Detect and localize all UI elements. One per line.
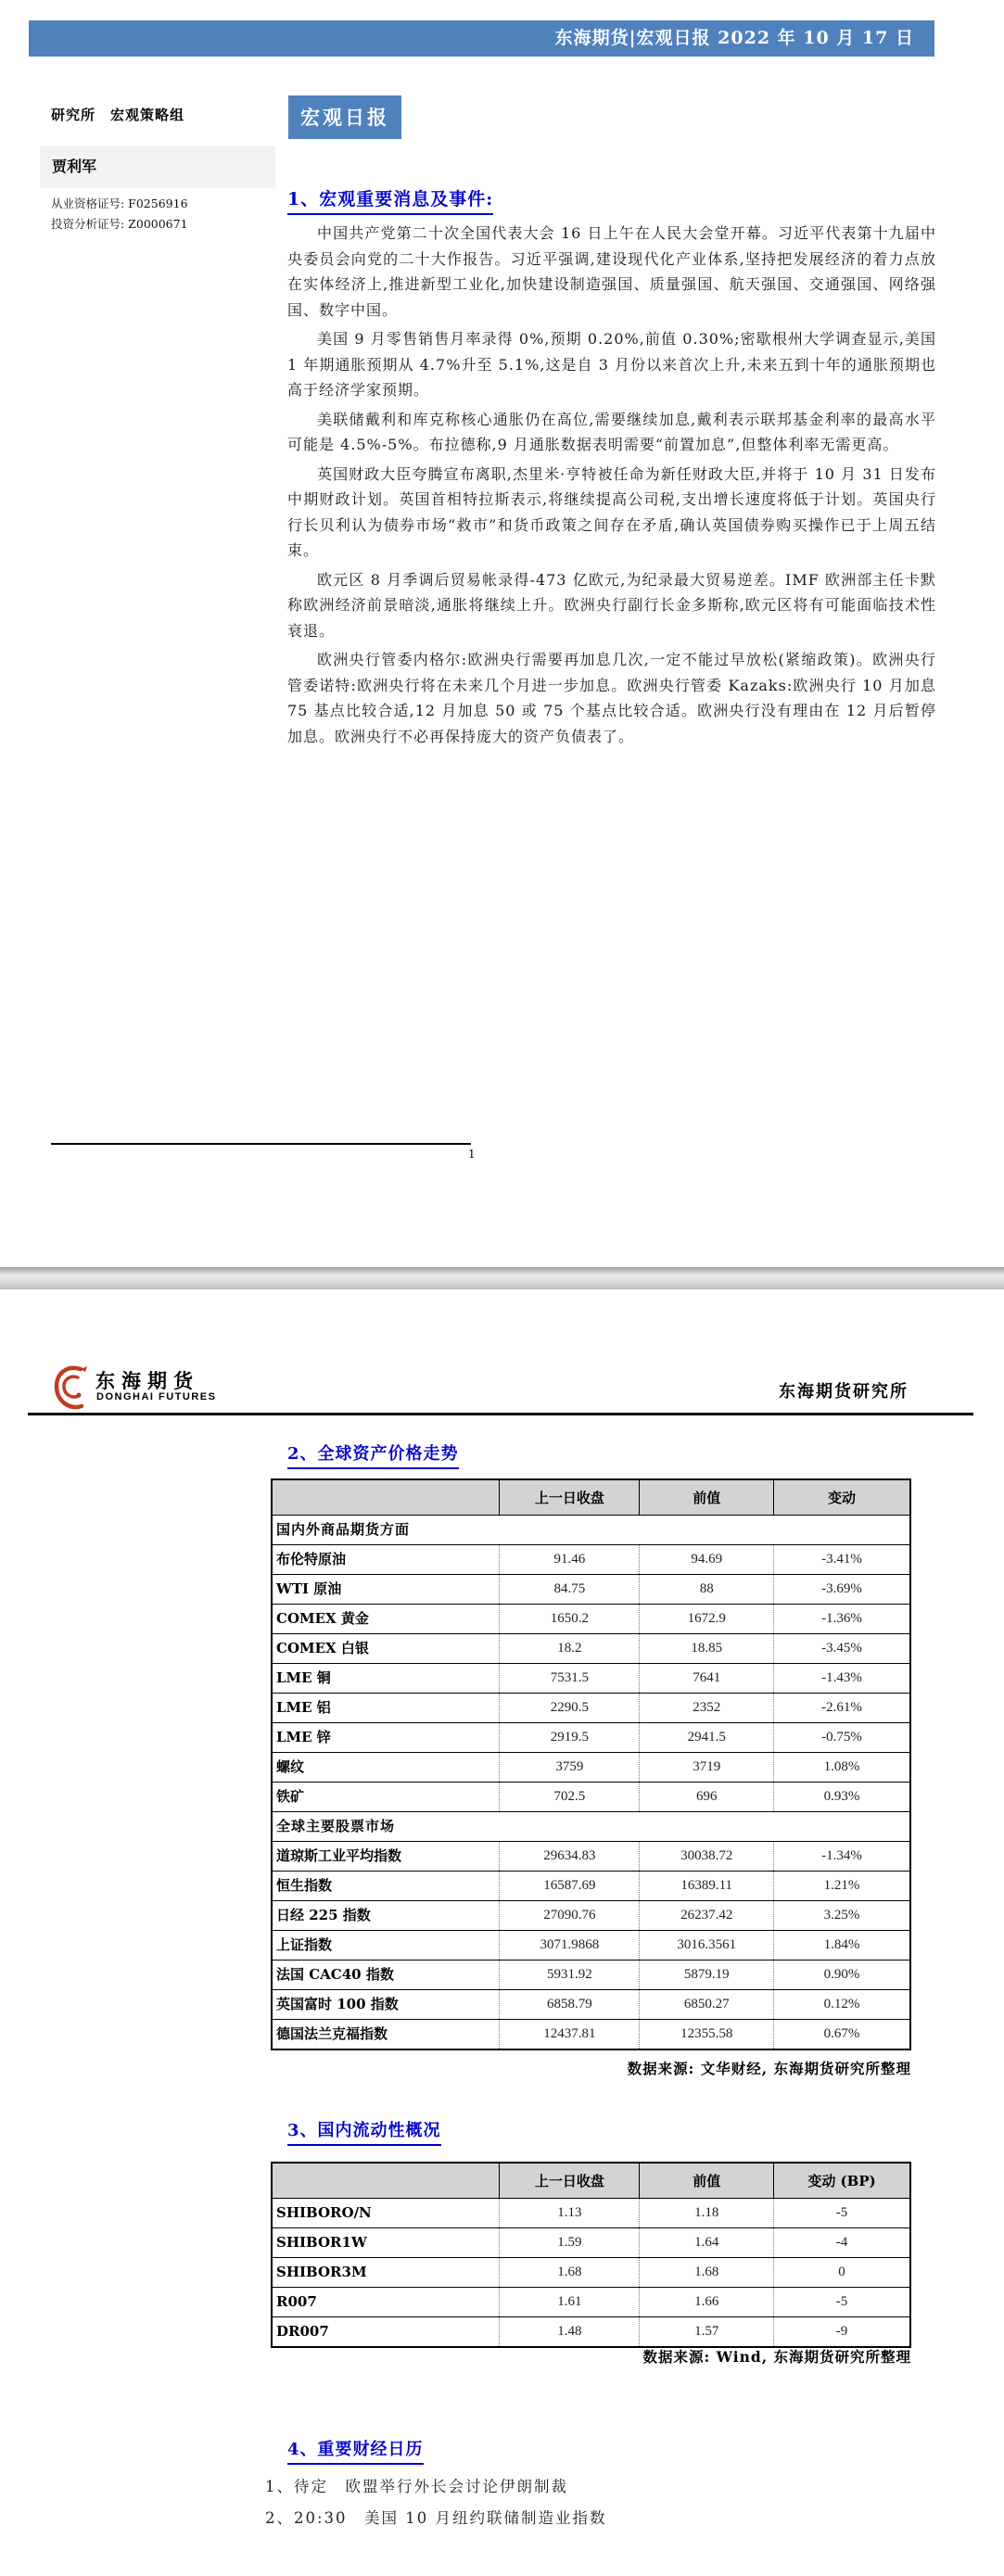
last-close-value: 1.59	[500, 2228, 640, 2258]
instrument-name: 上证指数	[276, 1936, 333, 1953]
instrument-name: 日经 225 指数	[276, 1907, 371, 1923]
instrument-name: 布伦特原油	[276, 1551, 347, 1567]
table-data-row	[272, 1931, 910, 1961]
instrument-name: 道琼斯工业平均指数	[276, 1847, 402, 1864]
instrument-name: LME 铜	[276, 1669, 331, 1686]
previous-value: 94.69	[640, 1545, 774, 1575]
instrument-name: SHIBOR1W	[276, 2234, 367, 2251]
previous-value: 88	[640, 1575, 774, 1605]
last-close-value: 1.13	[500, 2199, 640, 2228]
change-value: 0	[774, 2258, 910, 2288]
previous-value: 26237.42	[640, 1901, 774, 1931]
instrument-name: 恒生指数	[276, 1877, 333, 1894]
last-close-value: 2290.5	[500, 1694, 640, 1723]
column-header: 变动 (BP)	[774, 2163, 910, 2199]
previous-value: 1.57	[640, 2317, 774, 2348]
news-paragraph: 英国财政大臣夸腾宣布离职,杰里米·亨特被任命为新任财政大臣,并将于 10 月 31 日发布中期财政计划。英国首相特拉斯表示,将继续提高公司税,支出增长速度将低于计划。英国央行行长贝利认为债券市场“救市”和货币政策之间存在矛盾,确认英国债券购买操作已于上周五结束。	[287, 464, 936, 559]
research-institute-label: 东海期货研究所	[779, 1382, 909, 1402]
section-label: 全球主要股票市场	[276, 1818, 396, 1834]
change-value: -5	[774, 2199, 910, 2228]
last-close-value: 1.48	[500, 2317, 640, 2348]
report-header-bar: 东海期货|宏观日报 2022 年 10 月 17 日	[29, 20, 934, 57]
table-data-row	[272, 1634, 910, 1664]
table-data-row	[272, 2258, 910, 2288]
change-value: 0.12%	[774, 1990, 910, 2020]
last-close-value: 3759	[500, 1753, 640, 1783]
column-header: 变动	[774, 1479, 910, 1516]
last-close-value: 5931.92	[500, 1961, 640, 1990]
last-close-value: 91.46	[500, 1545, 640, 1575]
page-number: 1	[468, 1148, 476, 1161]
previous-value: 16389.11	[640, 1872, 774, 1901]
change-value: -4	[774, 2228, 910, 2258]
table-data-row	[272, 1783, 910, 1812]
previous-value: 1.18	[640, 2199, 774, 2228]
calendar-entry: 2、20:30 美国 10 月纽约联储制造业指数	[265, 2509, 607, 2527]
section-spacer	[500, 1516, 910, 1545]
previous-value: 696	[640, 1783, 774, 1812]
column-header: 前值	[640, 1479, 774, 1516]
domestic-liquidity-table	[271, 2162, 911, 2348]
table-section-row	[272, 1516, 910, 1545]
column-header	[272, 2163, 500, 2199]
last-close-value: 12437.81	[500, 2020, 640, 2050]
footer-divider	[51, 1143, 471, 1145]
last-close-value: 1.68	[500, 2258, 640, 2288]
change-value: -3.45%	[774, 1634, 910, 1664]
table-data-row	[272, 1872, 910, 1901]
change-value: 1.84%	[774, 1931, 910, 1961]
column-header: 上一日收盘	[500, 1479, 640, 1516]
change-value: 3.25%	[774, 1901, 910, 1931]
news-paragraph: 美联储戴利和库克称核心通胀仍在高位,需要继续加息,戴利表示联邦基金利率的最高水平可能是 4.5%-5%。布拉德称,9 月通胀数据表明需要“前置加息”,但整体利率无需更高。	[287, 410, 936, 453]
table-data-row	[272, 1575, 910, 1605]
table-header-row	[272, 1479, 910, 1516]
analyst-name: 贾利军	[40, 146, 275, 188]
instrument-name: LME 铝	[276, 1699, 331, 1716]
instrument-name: R007	[276, 2293, 317, 2310]
global-asset-price-table	[271, 1478, 911, 2050]
table-data-row	[272, 1901, 910, 1931]
header-rule	[28, 1413, 973, 1415]
logo-english-text: DONGHAI FUTURES	[96, 1391, 217, 1402]
instrument-name: 德国法兰克福指数	[276, 2025, 388, 2042]
table-data-row	[272, 2228, 910, 2258]
section-label: 国内外商品期货方面	[276, 1521, 411, 1538]
section-2-heading[interactable]: 2、全球资产价格走势	[287, 1440, 459, 1469]
table-data-row	[272, 1545, 910, 1575]
analysis-cert-number: 投资分析证号: Z0000671	[51, 217, 188, 231]
previous-value: 18.85	[640, 1634, 774, 1664]
practice-cert-number: 从业资格证号: F0256916	[51, 197, 188, 210]
table-section-row	[272, 1812, 910, 1842]
table-data-row	[272, 1753, 910, 1783]
previous-value: 1672.9	[640, 1605, 774, 1634]
change-value: 0.93%	[774, 1783, 910, 1812]
donghai-futures-logo-icon	[53, 1364, 92, 1411]
last-close-value: 27090.76	[500, 1901, 640, 1931]
change-value: -3.69%	[774, 1575, 910, 1605]
table-data-row	[272, 1842, 910, 1872]
table-data-row	[272, 2020, 910, 2050]
change-value: -1.36%	[774, 1605, 910, 1634]
instrument-name: SHIBOR3M	[276, 2264, 367, 2280]
liquidity-table-source: 数据来源: Wind, 东海期货研究所整理	[642, 2348, 911, 2366]
instrument-name: SHIBORO/N	[276, 2204, 372, 2221]
department-label: 研究所 宏观策略组	[51, 107, 185, 123]
section-spacer	[500, 1812, 910, 1842]
instrument-name: DR007	[276, 2323, 329, 2340]
previous-value: 5879.19	[640, 1961, 774, 1990]
previous-value: 30038.72	[640, 1842, 774, 1872]
last-close-value: 7531.5	[500, 1664, 640, 1694]
table-data-row	[272, 2199, 910, 2228]
table-data-row	[272, 1664, 910, 1694]
last-close-value: 6858.79	[500, 1990, 640, 2020]
asset-table-source: 数据来源: 文华财经, 东海期货研究所整理	[627, 2060, 911, 2077]
previous-value: 3016.3561	[640, 1931, 774, 1961]
instrument-name: COMEX 黄金	[276, 1610, 369, 1627]
instrument-name: COMEX 白银	[276, 1640, 369, 1656]
change-value: -3.41%	[774, 1545, 910, 1575]
news-paragraph: 中国共产党第二十次全国代表大会 16 日上午在人民大会堂开幕。习近平代表第十九届中央委员会向党的二十大作报告。习近平强调,建设现代化产业体系,坚持把发展经济的着力点放在实体经济上,推进新型工业化,加快建设制造强国、质量强国、航天强国、交通强国、网络强国、数字中国。	[287, 224, 936, 319]
page-separator	[0, 1267, 1004, 1289]
logo-chinese-text: 东海期货	[95, 1369, 199, 1392]
previous-value: 3719	[640, 1753, 774, 1783]
table-header-row	[272, 2163, 910, 2199]
previous-value: 1.68	[640, 2258, 774, 2288]
last-close-value: 16587.69	[500, 1872, 640, 1901]
previous-value: 2352	[640, 1694, 774, 1723]
previous-value: 6850.27	[640, 1990, 774, 2020]
column-header: 前值	[640, 2163, 774, 2199]
table-data-row	[272, 1961, 910, 1990]
change-value: -1.43%	[774, 1664, 910, 1694]
table-data-row	[272, 1990, 910, 2020]
column-header	[272, 1479, 500, 1516]
instrument-name: LME 锌	[276, 1729, 331, 1745]
change-value: -1.34%	[774, 1842, 910, 1872]
column-header: 上一日收盘	[500, 2163, 640, 2199]
instrument-name: 英国富时 100 指数	[276, 1996, 399, 2012]
table-data-row	[272, 1605, 910, 1634]
last-close-value: 1650.2	[500, 1605, 640, 1634]
news-paragraphs	[287, 221, 936, 753]
change-value: 0.67%	[774, 2020, 910, 2050]
table-data-row	[272, 2317, 910, 2348]
change-value: -2.61%	[774, 1694, 910, 1723]
calendar-entry: 1、待定 欧盟举行外长会讨论伊朗制裁	[265, 2478, 568, 2495]
change-value: 1.21%	[774, 1872, 910, 1901]
last-close-value: 3071.9868	[500, 1931, 640, 1961]
news-paragraph: 欧洲央行管委内格尔:欧洲央行需要再加息几次,一定不能过早放松(紧缩政策)。欧洲央行管委诺特:欧洲央行将在未来几个月进一步加息。欧洲央行管委 Kazaks:欧洲央行 10 月加息 75 基点比较合适,12 月加息 50 或 75 个基点比较合适。欧洲央行没有理由在 12 月后暂停加息。欧洲央行不必再保持庞大的资产负债表了。	[287, 651, 936, 745]
section-1-heading[interactable]: 1、宏观重要消息及事件:	[287, 185, 493, 215]
previous-value: 12355.58	[640, 2020, 774, 2050]
instrument-name: 法国 CAC40 指数	[276, 1966, 394, 1983]
last-close-value: 1.61	[500, 2288, 640, 2317]
news-paragraph: 欧元区 8 月季调后贸易帐录得-473 亿欧元,为纪录最大贸易逆差。IMF 欧洲部主任卡默称欧洲经济前景暗淡,通胀将继续上升。欧洲央行副行长金多斯称,欧元区将有可能面临技术性衰退。	[287, 570, 936, 640]
instrument-name: 铁矿	[276, 1788, 305, 1805]
table-data-row	[272, 2288, 910, 2317]
report-type-badge: 宏观日报	[288, 95, 401, 139]
previous-value: 2941.5	[640, 1723, 774, 1753]
table-data-row	[272, 1723, 910, 1753]
change-value: 1.08%	[774, 1753, 910, 1783]
previous-value: 7641	[640, 1664, 774, 1694]
news-paragraph: 美国 9 月零售销售月率录得 0%,预期 0.20%,前值 0.30%;密歇根州大学调查显示,美国 1 年期通胀预期从 4.7%升至 5.1%,这是自 3 月份以来首次上升,未来五到十年的通胀预期也高于经济学家预期。	[287, 330, 936, 399]
change-value: -9	[774, 2317, 910, 2348]
last-close-value: 84.75	[500, 1575, 640, 1605]
previous-value: 1.64	[640, 2228, 774, 2258]
change-value: -0.75%	[774, 1723, 910, 1753]
section-4-heading[interactable]: 4、重要财经日历	[287, 2436, 424, 2465]
last-close-value: 18.2	[500, 1634, 640, 1664]
last-close-value: 702.5	[500, 1783, 640, 1812]
previous-value: 1.66	[640, 2288, 774, 2317]
instrument-name: WTI 原油	[276, 1580, 342, 1597]
last-close-value: 2919.5	[500, 1723, 640, 1753]
economic-calendar	[265, 2471, 933, 2534]
change-value: -5	[774, 2288, 910, 2317]
instrument-name: 螺纹	[276, 1758, 305, 1775]
last-close-value: 29634.83	[500, 1842, 640, 1872]
table-data-row	[272, 1694, 910, 1723]
section-3-heading[interactable]: 3、国内流动性概况	[287, 2117, 441, 2146]
change-value: 0.90%	[774, 1961, 910, 1990]
